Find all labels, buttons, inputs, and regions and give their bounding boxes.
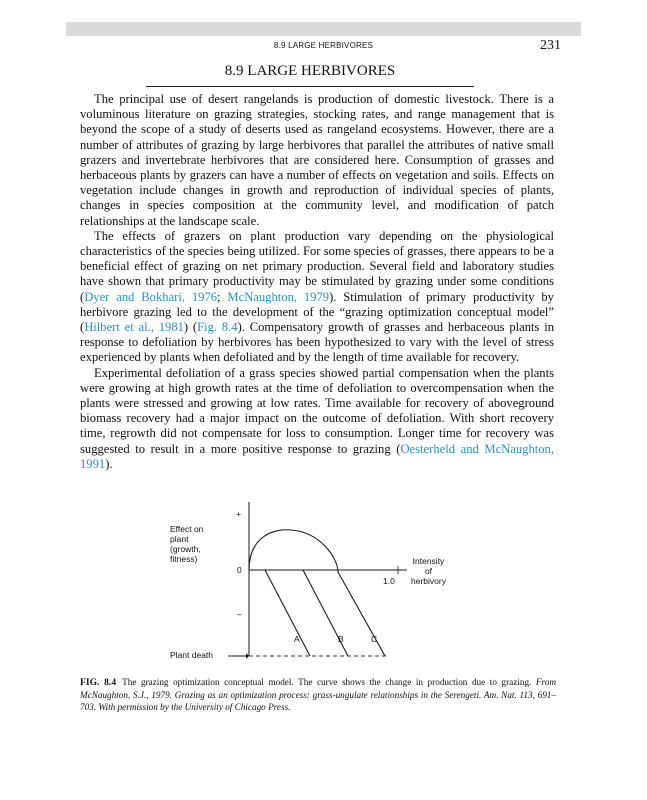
x-axis-label: Intensity of herbivory xyxy=(411,556,446,586)
line-a xyxy=(265,570,310,656)
paragraph xyxy=(80,229,554,366)
paragraph-text: Experimental defoliation of a grass species showed partial compensation when the plants were growing at high growth rates at the time of defoliation to overcompensation when the plants were stressed and growing at low rates. Time available for recovery of aboveground biomass recovery had a major impact on the outcome of defoliation. With short recovery time, regrowth did not compensate for loss to consumption. Longer time for recovery was suggested to result in a more positive response to grazing ( xyxy=(80,365,554,456)
figure-number: FIG. 8.4 xyxy=(80,677,117,688)
running-head xyxy=(66,38,581,56)
paragraph-text: ). Stimulation of primary productivity by herbivore grazing led to the development of the “grazing optimization conceptual model” ( xyxy=(80,289,554,335)
paragraph-text: The principal use of desert rangelands is production of domestic livestock. There is a voluminous literature on grazing strategies, stocking rates, and range management that is beyond the scope of a study of deserts used as rangeland ecosystems. However, there are a number of attributes of grazing by large herbivores that parallel the attributes of native small grazers and invertebrate herbivores that are considered here. Consumption of grasses and herbaceous plants by grazers can have a number of effects on vegetation and soils. Effects on vegetation include changes in growth and reproduction of individual species of plants, changes in species composition at the community level, and modification of patch relationships at the landscape scale. xyxy=(80,92,554,228)
paragraph-text: ) ( xyxy=(183,320,198,335)
paragraph-text: ). xyxy=(105,456,113,471)
zero-tick-label: 0 xyxy=(237,565,242,575)
citation-link[interactable]: Fig. 8.4 xyxy=(197,320,238,335)
page-number: 231 xyxy=(540,38,561,53)
minus-tick-label: – xyxy=(237,609,242,619)
body-text xyxy=(80,92,554,472)
x-tick-label: 1.0 xyxy=(383,576,395,586)
figure-caption xyxy=(80,676,556,713)
curve-label-c: C xyxy=(371,634,378,644)
curve-label-b: B xyxy=(338,634,344,644)
paragraph xyxy=(80,366,554,472)
y-axis-label: Effect on plant (growth, fitness) xyxy=(170,524,204,564)
paragraph xyxy=(80,92,554,229)
citation-link[interactable]: Dyer and Bokhari, 1976 xyxy=(84,289,218,304)
figure-8-4 xyxy=(160,490,460,670)
plus-tick-label: + xyxy=(236,509,241,519)
citation-link[interactable]: Hilbert et al., 1981 xyxy=(84,320,184,335)
citation-link[interactable]: Oesterheld and McNaughton, 1991 xyxy=(80,441,554,471)
curve-label-a: A xyxy=(294,634,300,644)
paragraph-text: The effects of grazers on plant production vary depending on the physiological characteristics of the species being utilized. For some species of grasses, there appears to be a beneficial effect of grazing on net primary production. Several field and laboratory studies have shown that primary productivity may be stimulated by grazing under some conditions ( xyxy=(80,228,554,304)
running-title: 8.9 LARGE HERBIVORES xyxy=(273,41,374,50)
plant-death-label: Plant death xyxy=(170,650,214,660)
paragraph-text: ; xyxy=(217,289,228,304)
header-rule xyxy=(66,22,581,36)
section-heading: 8.9 LARGE HERBIVORES xyxy=(146,63,474,87)
caption-text: The grazing optimization conceptual model. The curve shows the change in production due to grazing. xyxy=(122,677,532,687)
paragraph-text: ). Compensatory growth of grasses and herbaceous plants in response to defoliation by herbivores has been hypothesized to vary with the level of stress experienced by plants when defoliated and by the length of time available for recovery. xyxy=(80,320,554,365)
citation-link[interactable]: McNaughton, 1979 xyxy=(227,289,330,304)
optimization-curve xyxy=(249,530,385,656)
caption-credit: From McNaughton, S.J., 1979. Grazing as an optimization process: grass-ungulate relationships in the Serengeti. Am. Nat. 113, 691–703. With permission by the University of Chicago Press. xyxy=(80,677,556,712)
